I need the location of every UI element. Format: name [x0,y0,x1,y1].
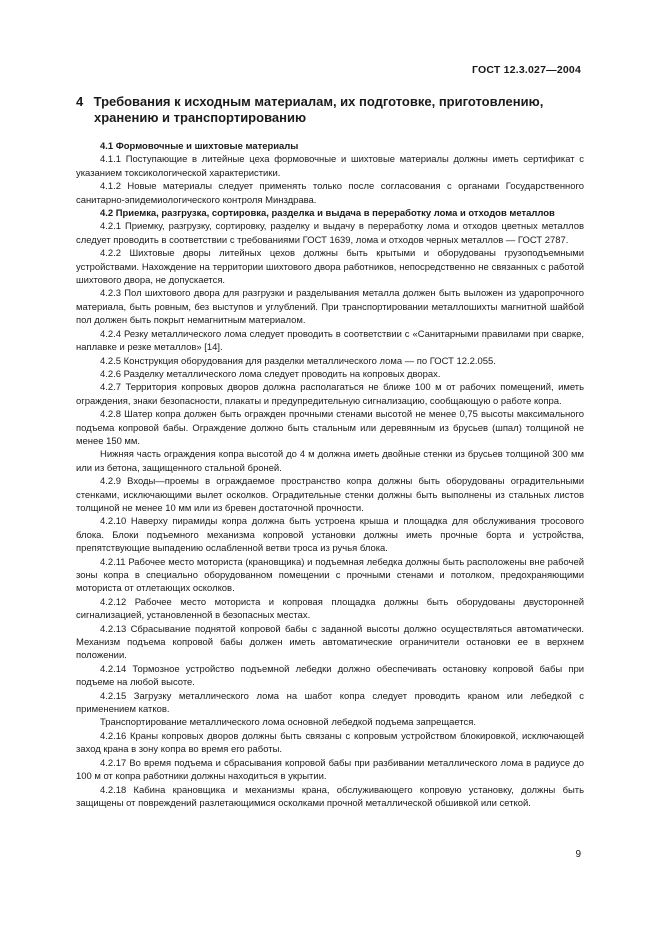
subsection-heading: 4.1 Формовочные и шихтовые материалы [100,141,299,152]
paragraph: 4.2.14 Тормозное устройство подъемной лебедки должно обеспечивать остановку копровой бабы при подъеме на любой высоте. [76,663,584,689]
paragraph: 4.2.13 Сбрасывание поднятой копровой бабы с заданной высоты должно осуществляться автоматически. Механизм подъема копровой бабы должен иметь автоматические ограничители остановки ее в верхнем положении. [76,623,584,662]
section-title-line1: Требования к исходным материалам, их подготовке, приготовлению, [93,94,544,109]
paragraph: 4.2.18 Кабина крановщика и механизмы крана, обслуживающего копровую установку, должны быть защищены от повреждений разлетающимися осколками прочной металлической обшивкой или сеткой. [76,784,584,809]
paragraph: 4.2.1 Приемку, разгрузку, сортировку, разделку и выдачу в переработку лома и отходов цветных металлов следует проводить в соответствии с требованиями ГОСТ 1639, лома и отходов черных металлов — ГОСТ 2787. [76,221,584,246]
paragraph: 4.2.15 Загрузку металлического лома на шабот копра следует проводить краном или лебедкой с применением катков. [76,690,584,716]
paragraph: 4.2.16 Краны копровых дворов должны быть связаны с копровым устройством блокировкой, исключающей заход крана в зону копра во время его работы. [76,730,584,756]
paragraph: 4.2.4 Резку металлического лома следует проводить в соответствии с «Санитарными правилами при сварке, наплавке и резке металлов» [14]. [76,328,584,354]
paragraph: 4.2.5 Конструкция оборудования для разделки металлического лома — по ГОСТ 12.2.055. [100,355,496,367]
paragraph: 4.2.17 Во время подъема и сбрасывания копровой бабы при разбивании металлического лома в радиусе до 100 м от копра работники должны находиться в укрытии. [76,757,584,783]
paragraph: 4.2.8 Шатер копра должен быть огражден прочными стенами высотой не менее 0,75 высоты максимального подъема копровой бабы. Ограждение должно быть стальным или деревянным из брусьев (шпал) толщиной не менее 150 мм. [76,409,584,447]
paragraph: 4.2.7 Территория копровых дворов должна располагаться не ближе 100 м от рабочих помещений, иметь ограждения, знаки безопасности, плакаты и предупредительную сигнализацию, сообщающую о работе копра. [76,382,584,407]
page-number: 9 [575,849,581,860]
subsection-heading: 4.2 Приемка, разгрузка, сортировка, разделка и выдача в переработку лома и отходов металлов [100,208,555,220]
paragraph: 4.2.12 Рабочее место моториста и копровая площадка должны быть оборудованы двусторонней сигнализацией, установленной в безопасных местах. [76,596,584,622]
paragraph: 4.2.2 Шихтовые дворы литейных цехов должны быть крытыми и оборудованы грузоподъемными устройствами. Нахождение на территории шихтового двора работников, непосредственно не связанных с работой шихтового двора, не допускается. [76,248,584,287]
paragraph: Транспортирование металлического лома основной лебедкой подъема запрещается. [100,717,476,729]
paragraph: Нижняя часть ограждения копра высотой до 4 м должна иметь двойные стенки из брусьев толщиной 300 мм или из бетона, защищенного стальной броней. [76,449,584,474]
standard-code-header: ГОСТ 12.3.027—2004 [472,64,581,76]
section-title [76,94,586,126]
paragraph: 4.2.10 Наверху пирамиды копра должна быть устроена крыша и площадка для обслуживания тросового блока. Блоки подъемного механизма копровой установки должны иметь прочные борта и устройства, препятствующие выпадению ослабленной ветви троса из ручья блока. [76,516,584,555]
section-number: 4 [76,94,84,109]
paragraph: 4.2.6 Разделку металлического лома следует проводить на копровых дворах. [100,368,441,380]
paragraph: 4.2.11 Рабочее место моториста (крановщика) и подъемная лебедка должны быть расположены вне рабочей зоны копра в специально оборудованном помещении с прочными стенами и потолком, предохраняющими моториста от отлетающих осколков. [76,556,584,595]
paragraph: 4.2.3 Пол шихтового двора для разгрузки и разделывания металла должен быть выложен из ударопрочного материала, быть ровным, без выступов и углублений. При транспортировании металлошихты магнитной шайбой пол должен быть покрыт немагнитным материалом. [76,288,584,327]
section-title-line2: хранению и транспортированию [94,110,307,125]
paragraph: 4.2.9 Входы—проемы в ограждаемое пространство копра должны быть оборудованы оградительными стенками, исключающими вылет осколков. Оградительные стенки должны быть выполнены из стальных листов толщиной не менее 10 мм или из бревен достаточной прочности. [76,476,584,514]
document-body [76,140,584,810]
paragraph: 4.1.2 Новые материалы следует применять только после согласования с органами Государственного санитарно-эпидемиологического контроля Минздрава. [76,181,584,206]
paragraph: 4.1.1 Поступающие в литейные цеха формовочные и шихтовые материалы должны иметь сертификат с указанием токсикологической характеристики. [76,154,584,179]
